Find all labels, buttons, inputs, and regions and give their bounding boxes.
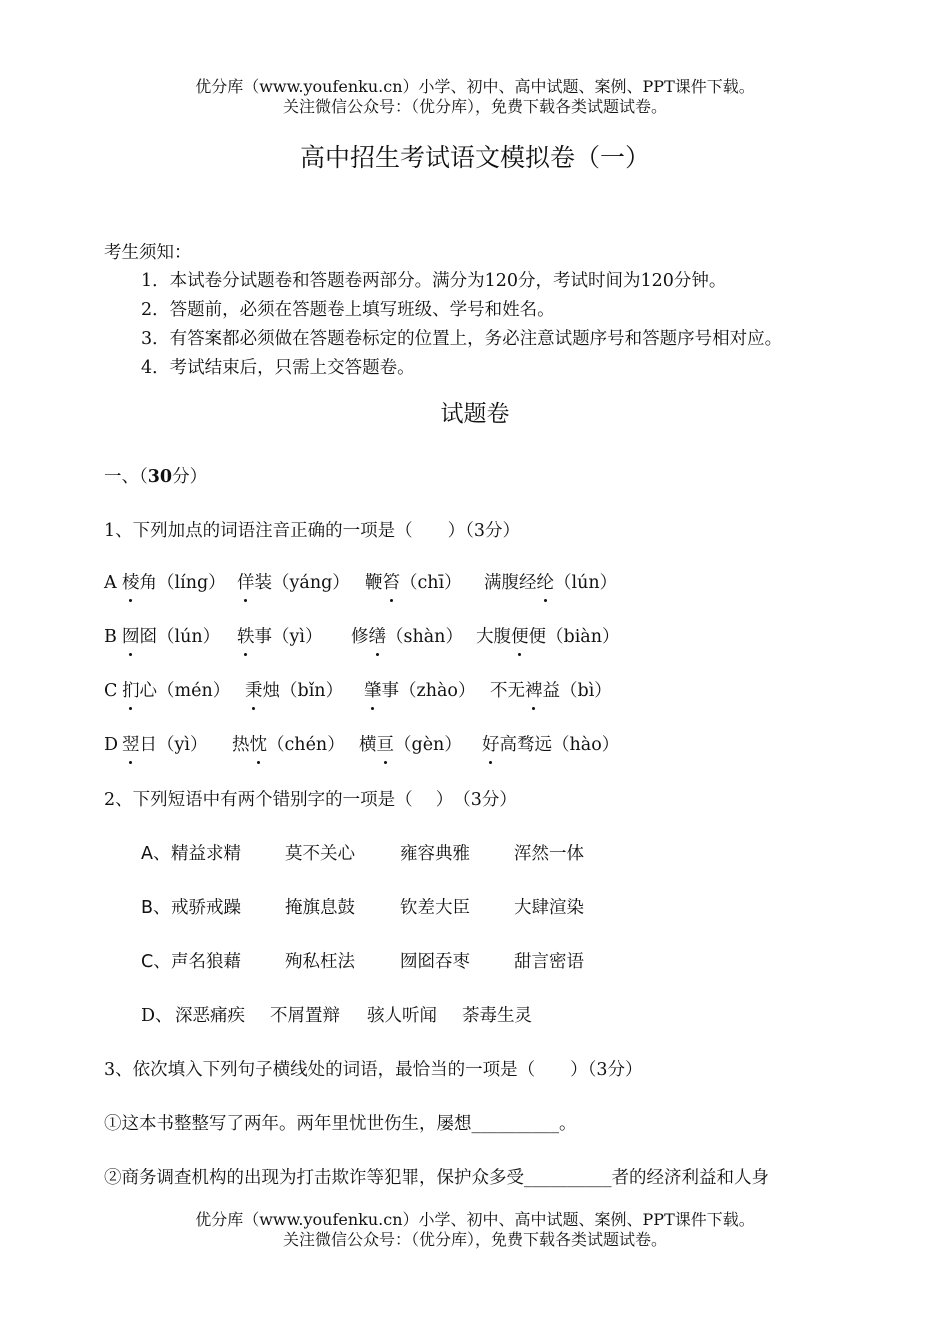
q1-d-item-1: 翌日（yì） — [122, 735, 208, 755]
q1-b-item-3: 修缮（shàn） — [351, 627, 463, 647]
q2-c-letter: C、 — [141, 952, 171, 972]
q2-b-item-2: 掩旗息鼓 — [285, 898, 355, 918]
q1-c-item-1: 扪心（mén） — [122, 681, 231, 701]
q2-d-item-1: 深恶痛疾 — [175, 1006, 245, 1026]
q2-c-item-1: 声名狼藉 — [171, 952, 241, 972]
q1-d-letter: D — [104, 735, 119, 755]
notice-item-2: 2．答题前，必须在答题卷上填写班级、学号和姓名。 — [141, 300, 555, 320]
q1-c-letter: C — [104, 681, 118, 701]
q2-d-item-3: 骇人听闻 — [367, 1006, 437, 1026]
q2-a-item-2: 莫不关心 — [285, 844, 355, 864]
part-one-suffix: 分） — [172, 467, 208, 487]
q2-a-item-4: 浑然一体 — [514, 844, 584, 864]
q2-a-item-1: 精益求精 — [171, 844, 241, 864]
q2-stem: 2、下列短语中有两个错别字的一项是（ ） （3分） — [104, 790, 517, 810]
q1-a-item-1: 棱角（líng） — [122, 573, 226, 593]
q1-b-item-4: 大腹便便（biàn） — [476, 627, 620, 647]
q2-a-item-3: 雍容典雅 — [400, 844, 470, 864]
part-one-prefix: 一、（ — [104, 467, 148, 487]
footer-line-1: 优分库（www.youfenku.cn）小学、初中、高中试题、案例、PPT课件下载。 — [195, 1210, 755, 1229]
q1-d-item-4: 好高骛远（hào） — [482, 735, 620, 755]
q2-b-letter: B、 — [141, 898, 171, 918]
q2-b-item-3: 钦差大臣 — [400, 898, 470, 918]
q3-sentence-2: ②商务调查机构的出现为打击欺诈等犯罪，保护众多受__________者的经济利益和人身 — [104, 1168, 769, 1188]
q1-d-item-2: 热忱（chén） — [232, 735, 345, 755]
header-line-2: 关注微信公众号：（优分库），免费下载各类试题试卷。 — [282, 97, 667, 116]
part-one-heading — [104, 465, 207, 489]
q2-c-item-4: 甜言密语 — [514, 952, 584, 972]
notice-heading: 考生须知： — [104, 243, 192, 263]
q2-b-item-1: 戒骄戒躁 — [171, 898, 241, 918]
q2-c-item-3: 囫囵吞枣 — [400, 952, 470, 972]
q1-d-item-3: 横亘（gèn） — [359, 735, 462, 755]
q2-d-item-2: 不屑置辩 — [270, 1006, 340, 1026]
notice-item-1: 1．本试卷分试题卷和答题卷两部分。满分为120分，考试时间为120分钟。 — [141, 271, 727, 291]
page-title: 高中招生考试语文模拟卷（一） — [299, 143, 650, 172]
q2-d-item-4: 荼毒生灵 — [462, 1006, 532, 1026]
q1-a-letter: A — [104, 573, 117, 593]
q1-c-item-4: 不无裨益（bì） — [490, 681, 612, 701]
q2-a-letter: A、 — [141, 844, 171, 864]
part-one-score: 30 — [147, 467, 173, 487]
q1-stem: 1、下列加点的词语注音正确的一项是（ ）（3分） — [104, 521, 521, 541]
notice-item-3: 3．有答案都必须做在答题卷标定的位置上，务必注意试题序号和答题序号相对应。 — [141, 329, 783, 349]
q1-a-item-3: 鞭笞（chī） — [365, 573, 462, 593]
q1-c-item-2: 秉烛（bǐn） — [245, 681, 344, 701]
q1-a-item-2: 佯装（yáng） — [237, 573, 350, 593]
q3-stem: 3、依次填入下列句子横线处的词语，最恰当的一项是（ ）（3分） — [104, 1060, 643, 1080]
q1-b-item-1: 囫囵（lún） — [122, 627, 221, 647]
q2-d-letter: D、 — [141, 1006, 173, 1026]
q1-c-item-3: 肇事（zhào） — [364, 681, 476, 701]
notice-item-4: 4．考试结束后，只需上交答题卷。 — [141, 358, 415, 378]
q3-sentence-1: ①这本书整整写了两年。两年里忧世伤生，屡想__________。 — [104, 1114, 577, 1134]
q1-a-item-4: 满腹经纶（lún） — [484, 573, 618, 593]
q2-b-item-4: 大肆渲染 — [514, 898, 584, 918]
q2-c-item-2: 殉私枉法 — [285, 952, 355, 972]
q1-b-letter: B — [104, 627, 117, 647]
section-title: 试题卷 — [440, 401, 510, 427]
footer-line-2: 关注微信公众号：（优分库），免费下载各类试题试卷。 — [282, 1230, 667, 1249]
q1-b-item-2: 轶事（yì） — [237, 627, 323, 647]
header-line-1: 优分库（www.youfenku.cn）小学、初中、高中试题、案例、PPT课件下载。 — [195, 77, 755, 96]
